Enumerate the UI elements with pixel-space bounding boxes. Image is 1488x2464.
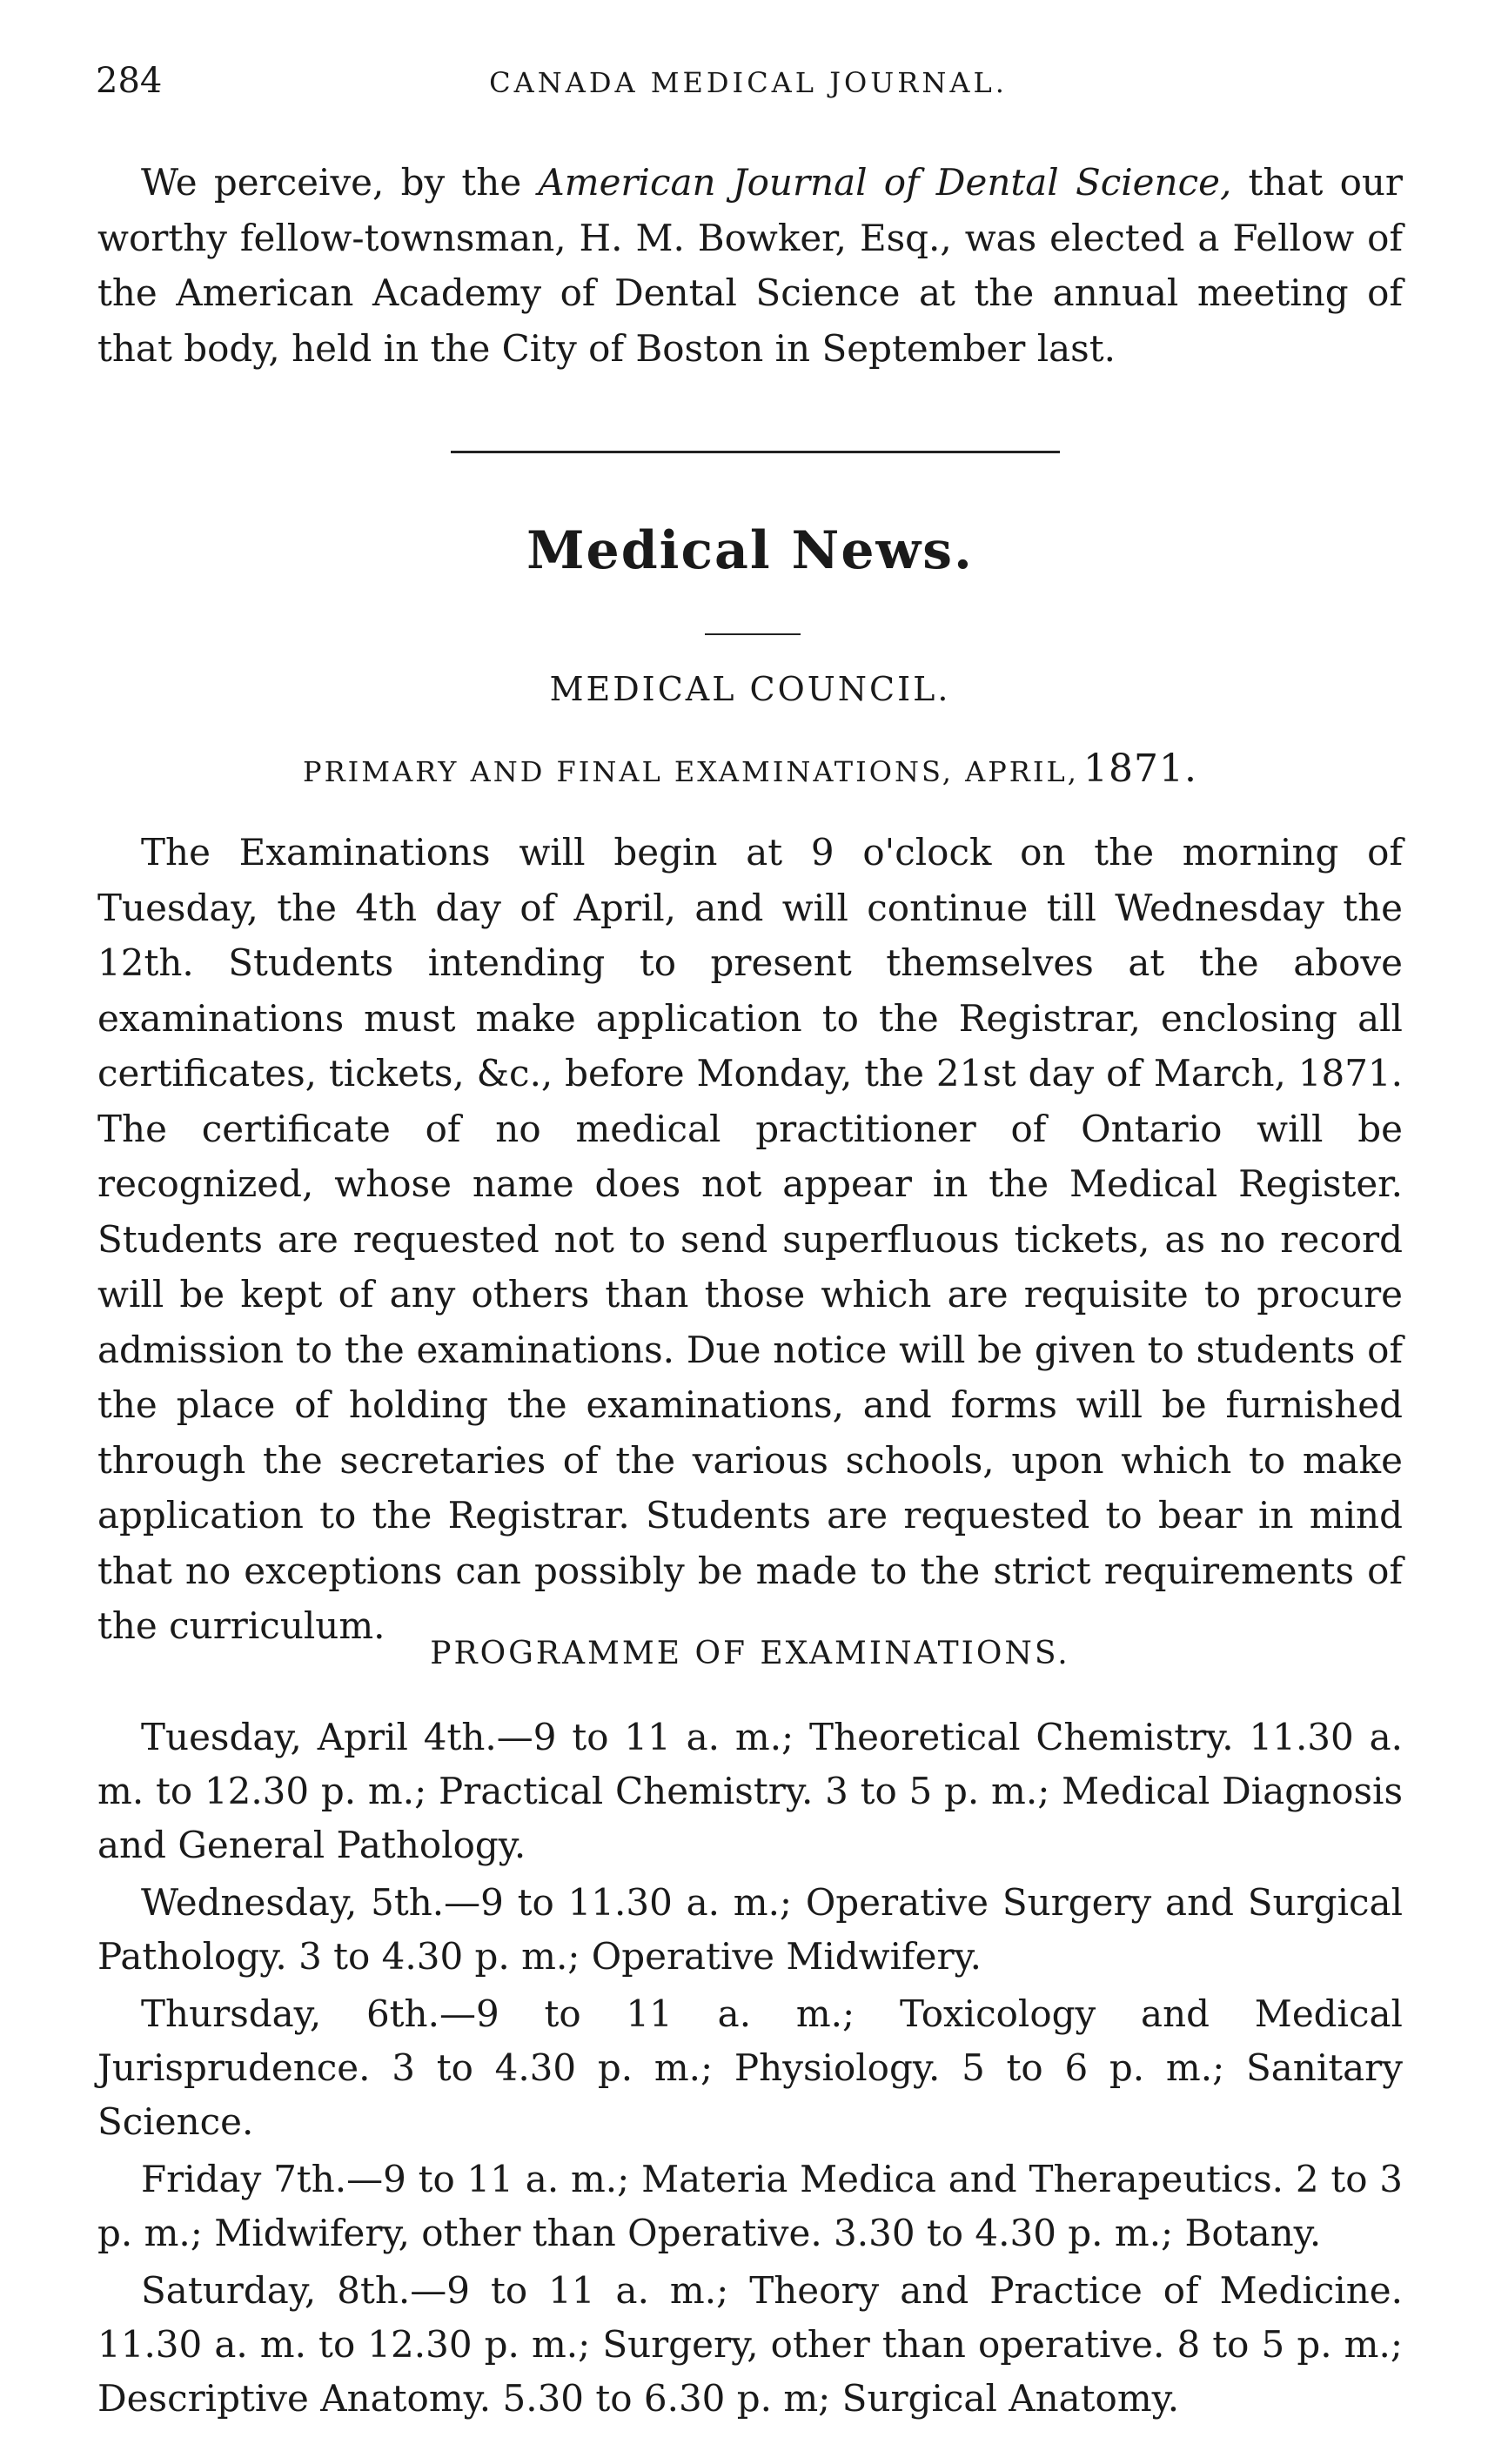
notice-body: that our worthy fellow-townsman, H. M. Bowker, Esq., was elected a Fellow of the American Academy of Dental Science at the annual meeting of that body, held in the City of Boston in September last. bbox=[97, 161, 1403, 370]
section-title: Medical News. bbox=[526, 520, 974, 581]
programme-heading: PROGRAMME OF EXAMINATIONS. bbox=[430, 1636, 1070, 1671]
journal-title: CANADA MEDICAL JOURNAL. bbox=[489, 66, 1008, 99]
council-heading: MEDICAL COUNCIL. bbox=[549, 670, 951, 708]
page-number: 284 bbox=[96, 61, 163, 101]
exam-schedule bbox=[97, 1711, 1403, 2429]
schedule-tuesday: Tuesday, April 4th.—9 to 11 a. m.; Theoretical Chemistry. 11.30 a. m. to 12.30 p. m.; Practical Chemistry. 3 to 5 p. m.; Medical Diagnosis and General Pathology. bbox=[97, 1716, 1403, 1866]
dental-notice-text bbox=[97, 155, 1403, 376]
exams-paragraph-text: The Examinations will begin at 9 o'clock on the morning of Tuesday, the 4th day of April, and will continue till Wednesday the 12th. Students intending to present themselves at the above examinations must make application to the Registrar, enclosing all certificates, tickets, &c., before Monday, the 21st day of March, 1871. The certificate of no medical practitioner of Ontario will be recognized, whose name does not appear in the Medical Register. Students are requested not to send superfluous tickets, as no record will be kept of any others than those which are requisite to procure admission to the examinations. Due notice will be given to students of the place of holding the examinations, and forms will be furnished through the secretaries of the various schools, upon which to make application to the Registrar. Students are requested to bear in mind that no exceptions can possibly be made to the strict requirements of the curriculum. bbox=[97, 831, 1403, 1647]
exams-heading-text: PRIMARY AND FINAL EXAMINATIONS, APRIL, bbox=[303, 755, 1079, 788]
exams-year: 1871. bbox=[1083, 747, 1197, 791]
schedule-friday: Friday 7th.—9 to 11 a. m.; Materia Medica and Therapeutics. 2 to 3 p. m.; Midwifery, other than Operative. 3.30 to 4.30 p. m.; Botany. bbox=[97, 2158, 1403, 2254]
notice-lead: We perceive, by the bbox=[141, 161, 539, 204]
schedule-saturday: Saturday, 8th.—9 to 11 a. m.; Theory and Practice of Medicine. 11.30 a. m. to 12.30 p. m.; Surgery, other than operative. 8 to 5 p. m.; Descriptive Anatomy. 5.30 to 6.30 p. m; Surgical Anatomy. bbox=[97, 2269, 1403, 2420]
schedule-thursday: Thursday, 6th.—9 to 11 a. m.; Toxicology and Medical Jurisprudence. 3 to 4.30 p. m.; Physiology. 5 to 6 p. m.; Sanitary Science. bbox=[97, 1992, 1403, 2143]
dental-notice bbox=[97, 155, 1403, 376]
schedule-wednesday: Wednesday, 5th.—9 to 11.30 a. m.; Operative Surgery and Surgical Pathology. 3 to 4.30 p. m.; Operative Midwifery. bbox=[97, 1881, 1403, 1978]
running-head bbox=[96, 61, 1401, 113]
journal-citation: American Journal of Dental Science, bbox=[538, 161, 1232, 204]
exams-paragraph bbox=[97, 825, 1403, 1654]
exams-heading bbox=[97, 747, 1403, 791]
title-rule bbox=[705, 633, 801, 635]
section-divider bbox=[451, 451, 1060, 453]
